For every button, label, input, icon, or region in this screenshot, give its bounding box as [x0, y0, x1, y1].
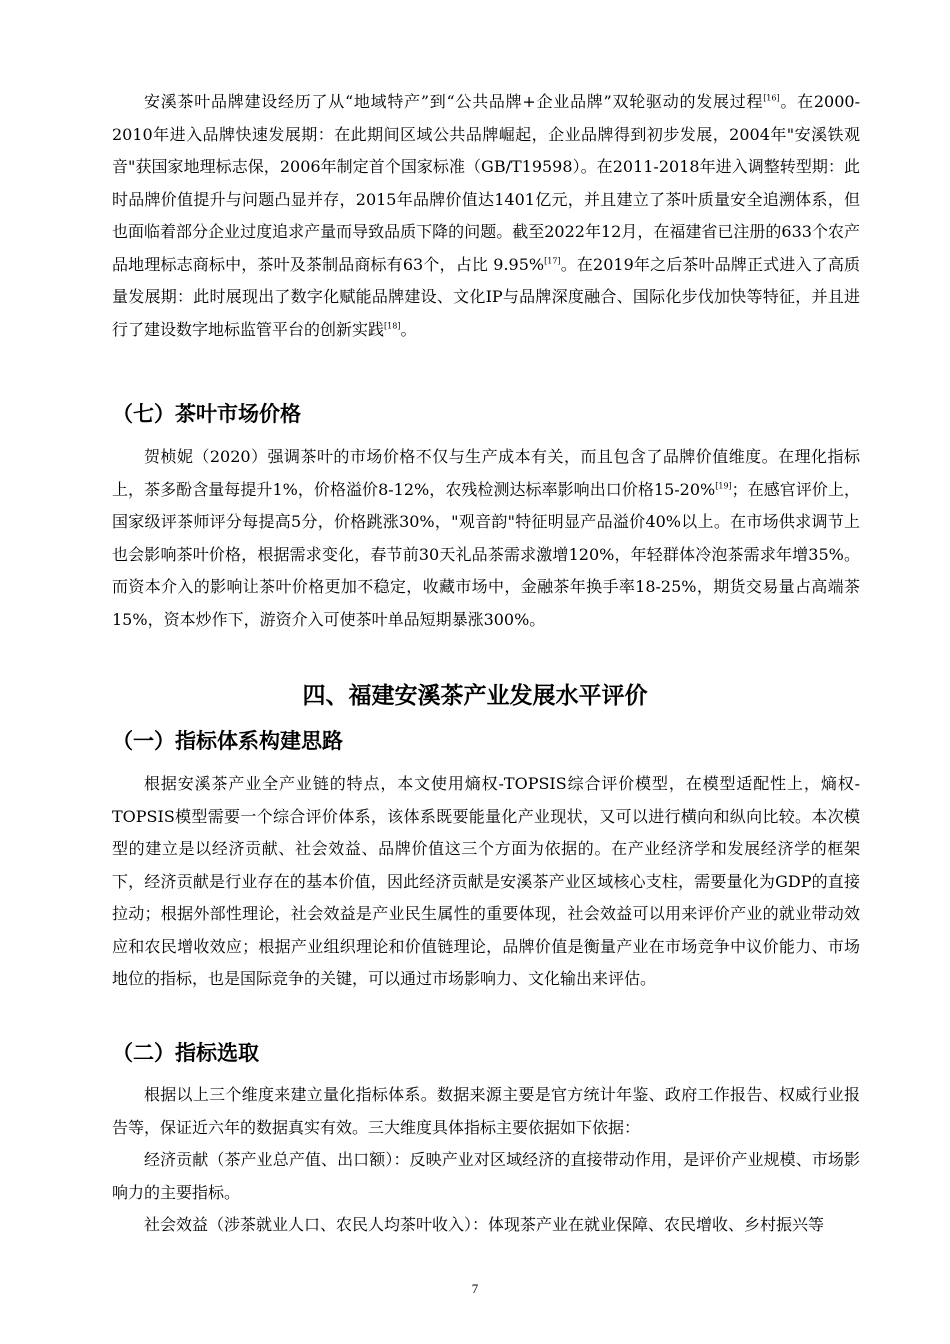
- text-run: 。: [400, 319, 417, 339]
- market-price-paragraph-block: [112, 441, 860, 636]
- index-system-paragraph-block: [112, 768, 860, 996]
- citation: [18]: [384, 321, 401, 331]
- brand-history-paragraph: [112, 86, 860, 346]
- citation: [16]: [763, 93, 780, 103]
- text-run: 贺桢妮（2020）强调茶叶的市场价格不仅与生产成本有关，而且包含了品牌价值维度。在理化指标上，茶多酚含量每提升1%，价格溢价8-12%，农残检测达标率影响出口价格15-20%: [112, 447, 860, 499]
- page-number: 7: [471, 1281, 479, 1296]
- section-heading-market-price: （七）茶叶市场价格: [112, 402, 301, 426]
- chapter-heading: 四、福建安溪茶产业发展水平评价: [302, 683, 648, 709]
- economic-contribution-paragraph: 经济贡献（茶产业总产值、出口额）：反映产业对区域经济的直接带动作用，是评价产业规模、市场影响力的主要指标。: [112, 1150, 860, 1202]
- index-system-paragraph: 根据安溪茶产业全产业链的特点，本文使用熵权-TOPSIS综合评价模型，在模型适配性上，熵权-TOPSIS模型需要一个综合评价体系，该体系既要能量化产业现状，又可以进行横向和纵向比较。本次模型的建立是以经济贡献、社会效益、品牌价值这三个方面为依据的。在产业经济学和发展经济学的框架下，经济贡献是行业存在的基本价值，因此经济贡献是安溪茶产业区域核心支柱，需要量化为GDP的直接拉动；根据外部性理论，社会效益是产业民生属性的重要体现，社会效益可以用来评价产业的就业带动效应和农民增收效应；根据产业组织理论和价值链理论，品牌价值是衡量产业在市场竞争中议价能力、市场地位的指标，也是国际竞争的关键，可以通过市场影响力、文化输出来评估。: [112, 774, 860, 988]
- citation: [19]: [715, 481, 732, 491]
- text-run: 。在2019年之后茶叶品牌正式进入了高质量发展期：此时展现出了数字化赋能品牌建设、文化IP与品牌深度融合、国际化步伐加快等特征，并且进行了建设数字地标监管平台的创新实践: [112, 254, 860, 339]
- section-heading-index-system: （一）指标体系构建思路: [112, 729, 343, 753]
- section-heading-index-selection: （二）指标选取: [112, 1041, 259, 1065]
- brand-history-paragraph-block: [112, 86, 860, 346]
- citation: [17]: [544, 256, 561, 266]
- social-benefit-paragraph: 社会效益（涉茶就业人口、农民人均茶叶收入）：体现茶产业在就业保障、农民增收、乡村振兴等: [144, 1215, 825, 1234]
- text-run: ；在感官评价上，国家级评茶师评分每提高5分，价格跳涨30%，"观音韵"特征明显产品溢价40%以上。在市场供求调节上也会影响茶叶价格，根据需求变化，春节前30天礼品茶需求激增120%，年轻群体冷泡茶需求年增35%。而资本介入的影响让茶叶价格更加不稳定，收藏市场中，金融茶年换手率18-25%，期货交易量占高端茶15%，资本炒作下，游资介入可使茶叶单品短期暴涨300%。: [112, 479, 860, 629]
- index-selection-intro-paragraph: 根据以上三个维度来建立量化指标体系。数据来源主要是官方统计年鉴、政府工作报告、权威行业报告等，保证近六年的数据真实有效。三大维度具体指标主要依据如下依据：: [112, 1085, 860, 1137]
- text-run: 。在2000-2010年进入品牌快速发展期：在此期间区域公共品牌崛起，企业品牌得到初步发展，2004年"安溪铁观音"获国家地理标志保，2006年制定首个国家标准（GB/T19598）。在2011-2018年进入调整转型期：此时品牌价值提升与问题凸显并存，2015年品牌价值达1401亿元，并且建立了茶叶质量安全追溯体系，但也面临着部分企业过度追求产量而导致品质下降的问题。截至2022年12月，在福建省已注册的633个农产品地理标志商标中，茶叶及茶制品商标有63个，占比 9.95%: [112, 92, 860, 274]
- index-selection-paragraph-block: [112, 1079, 860, 1242]
- market-price-paragraph: [112, 441, 860, 636]
- text-run: 安溪茶叶品牌建设经历了从“地域特产”到“公共品牌+企业品牌”双轮驱动的发展过程: [144, 92, 764, 111]
